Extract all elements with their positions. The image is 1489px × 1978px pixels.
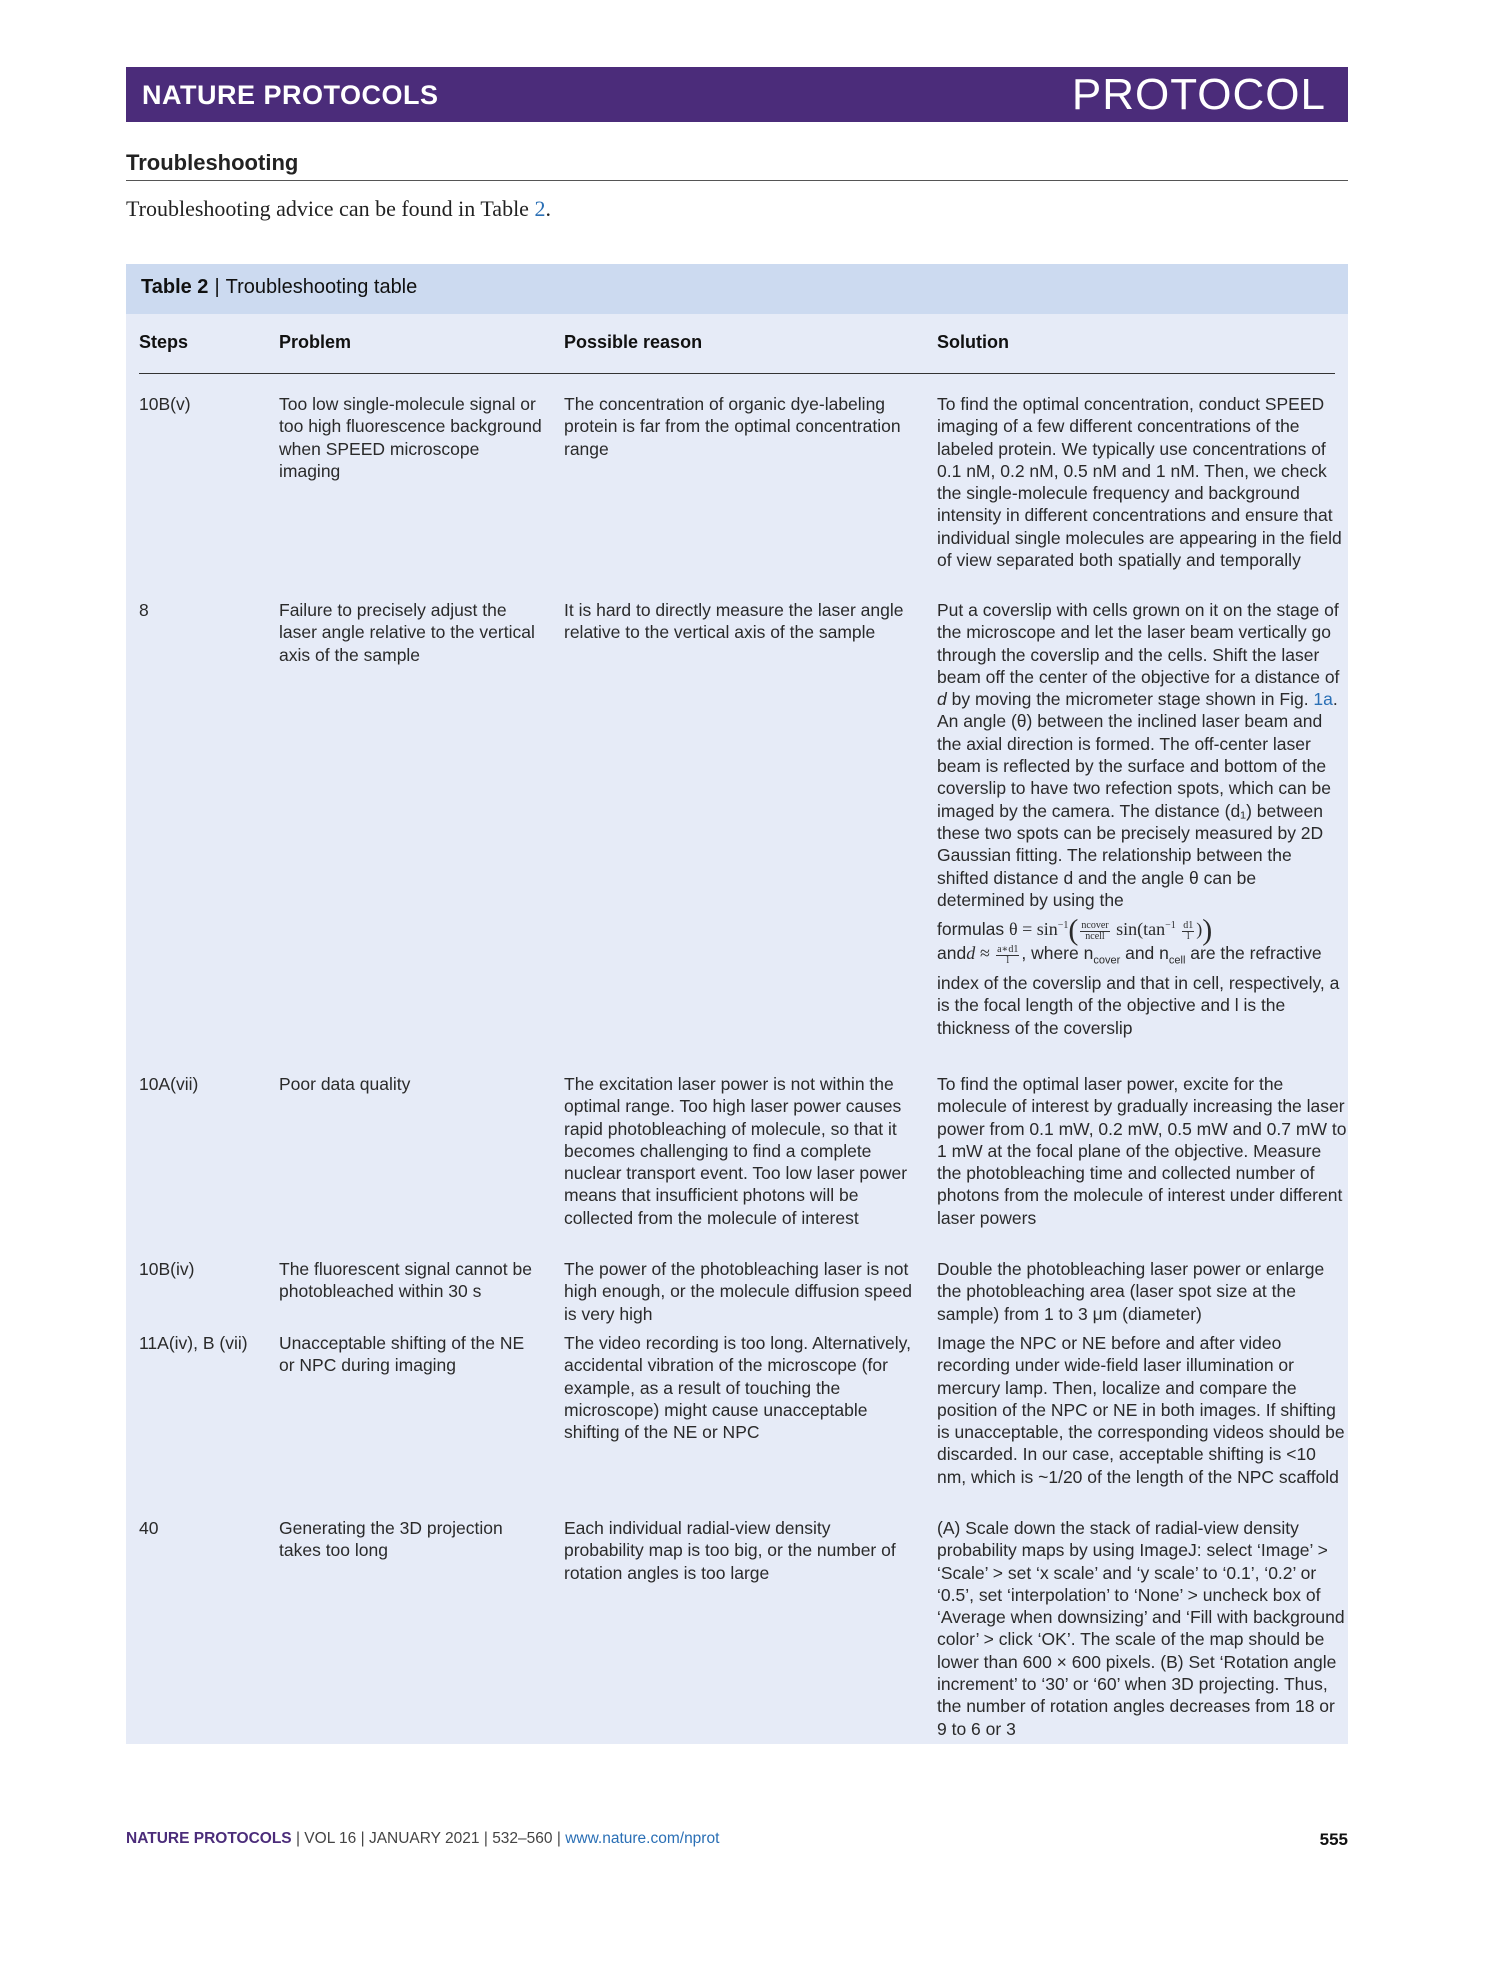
- frac-den2: l: [1186, 930, 1190, 942]
- formula-d: [937, 942, 1347, 1039]
- cell-solution: [937, 599, 1347, 1039]
- section-title: Troubleshooting: [126, 150, 299, 175]
- col-header-problem: Problem: [279, 332, 352, 352]
- cell-solution: To find the optimal concentration, conduct SPEED imaging of a few different concentrations of the labeled protein. We typically use concentrations of 0.1 nM, 0.2 nM, 0.5 nM and 1 nM. Then, we check the single-molecule frequency and background intensity in different concentrations and ensure that individual single molecules are appearing in the field of view separated both spatially and temporally: [937, 394, 1342, 571]
- table-header: [139, 314, 1335, 374]
- formula-and: and: [937, 943, 967, 964]
- troubleshooting-table: [126, 264, 1348, 1744]
- cell-solution: Image the NPC or NE before and after video recording under wide-field laser illumination or mercury lamp. Then, localize and compare the position of the NPC or NE in both images. If shifting is unacceptable, the corresponding videos should be discarded. In our case, acceptable shifting is <10 nm, which is ~1/20 of the length of the NPC scaffold: [937, 1333, 1345, 1487]
- paren-close: ): [1202, 913, 1213, 947]
- cell-problem: Failure to precisely adjust the laser angle relative to the vertical axis of the sample: [279, 600, 535, 665]
- frac-den3: l: [1006, 954, 1010, 966]
- footer-date: JANUARY 2021: [368, 1830, 480, 1847]
- frac-ad: [996, 945, 1019, 966]
- journal-name: NATURE PROTOCOLS: [142, 80, 439, 110]
- cell-step: 10B(v): [139, 394, 191, 414]
- cell-reason: Each individual radial-view density probability map is too big, or the number of rotation angles is too large: [564, 1518, 896, 1583]
- table-title: Troubleshooting table: [225, 276, 418, 298]
- table-row: [139, 1073, 1347, 1258]
- caption-separator: |: [214, 276, 220, 298]
- table-label: Table 2: [141, 276, 209, 298]
- frac-num: ncover: [1081, 919, 1109, 931]
- cell-reason: It is hard to directly measure the laser angle relative to the vertical axis of the sample: [564, 600, 904, 643]
- formula-label: formulas: [937, 919, 1009, 940]
- cell-solution: To find the optimal laser power, excite for the molecule of interest by gradually increasing the laser power from 0.1 mW, 0.2 mW, 0.5 mW and 0.7 mW to 1 mW at the focal plane of the objective. Measure the photobleaching time and collected number of photons from the molecule of interest under different laser powers: [937, 1074, 1347, 1228]
- cell-step: 10B(iv): [139, 1259, 195, 1279]
- page-number: 555: [1319, 1830, 1348, 1849]
- table-row: [139, 393, 1342, 599]
- cell-step: 8: [139, 600, 149, 620]
- footer-sep: |: [360, 1830, 365, 1847]
- intro-text: Troubleshooting advice can be found in Table: [126, 196, 535, 221]
- cell-reason: The excitation laser power is not within the optimal range. Too high laser power causes rapid photobleaching of molecule, so that it becomes challenging to find a complete nuclear transport event. Too low laser power means that insufficient photons will be collected from the molecule of interest: [564, 1074, 908, 1228]
- footer-journal: NATURE PROTOCOLS: [126, 1830, 292, 1847]
- frac-den: ncell: [1085, 930, 1105, 942]
- var-d: d: [937, 689, 947, 710]
- table-2-link[interactable]: 2: [534, 196, 546, 221]
- sub-cover: cover: [1093, 954, 1121, 967]
- formula2: [966, 943, 1021, 966]
- cell-step: 11A(iv), B (vii): [139, 1333, 248, 1353]
- section-divider: [126, 180, 1348, 181]
- formula-tan: tan: [1143, 919, 1166, 940]
- cell-problem: The fluorescent signal cannot be photobleached within 30 s: [279, 1259, 532, 1302]
- cell-step: 10A(vii): [139, 1074, 199, 1094]
- sub-cell: cell: [1168, 954, 1186, 967]
- intro-paragraph: [126, 196, 551, 222]
- article-type: PROTOCOL: [1071, 70, 1326, 119]
- footer-sep: |: [556, 1830, 561, 1847]
- cell-problem: Poor data quality: [279, 1074, 411, 1094]
- table-row: [139, 1517, 1345, 1747]
- footer-pages: 532–560: [492, 1830, 553, 1847]
- cell-problem: Generating the 3D projection takes too long: [279, 1518, 503, 1561]
- frac-num2: d1: [1183, 919, 1194, 931]
- formula-sin2: sin: [1111, 919, 1138, 940]
- col-header-reason: Possible reason: [564, 332, 703, 352]
- cell-reason: The concentration of organic dye-labeling protein is far from the optimal concentration range: [564, 394, 901, 459]
- cell-reason: The power of the photobleaching laser is not high enough, or the molecule diffusion speed is very high: [564, 1259, 912, 1324]
- intro-suffix: .: [545, 196, 551, 221]
- figure-1a-link[interactable]: 1a: [1313, 689, 1333, 710]
- cell-problem: Too low single-molecule signal or too high fluorescence background when SPEED microscope imaging: [279, 394, 542, 481]
- paren-open: (: [1068, 913, 1079, 947]
- footer-volume: VOL 16: [304, 1830, 357, 1847]
- cell-problem: Unacceptable shifting of the NE or NPC during imaging: [279, 1333, 525, 1376]
- frac-n: [1080, 921, 1109, 942]
- table-row: [139, 1332, 1345, 1517]
- solution-text-b: by moving the micrometer stage shown in Fig.: [946, 689, 1314, 710]
- solution-and-n: and n: [1120, 943, 1169, 964]
- page-footer: [126, 1830, 1348, 1848]
- cell-step: 40: [139, 1518, 159, 1538]
- solution-text-e: are the refractive index of the coverslip and that in cell, respectively, a is the focal length of the objective and l is the thickness of the coverslip: [937, 943, 1340, 1038]
- footer-sep: |: [295, 1830, 300, 1847]
- formula-theta: [937, 913, 1347, 947]
- formula-sin: θ = sin: [1008, 919, 1058, 940]
- cell-solution: (A) Scale down the stack of radial-view density probability maps by using ImageJ: select ‘Image’ > ‘Scale’ > set ‘x scale’ and ‘y scale’ to ‘0.1’, ‘0.2’ or ‘0.5’, set ‘interpolation’ to ‘None’ > uncheck box of ‘Average when downsizing’ and ‘Fill with background color’ > click ‘OK’. The scale of the map should be lower than 600 × 600 pixels. (B) Set ‘Rotation angle increment’ to ‘30’ or ‘60’ when 3D projecting. Thus, the number of rotation angles decreases from 18 or 9 to 6 or 3: [937, 1518, 1345, 1739]
- table-row: [139, 1258, 1335, 1332]
- formula-inverse: −1: [1057, 920, 1069, 932]
- journal-banner: [126, 67, 1348, 122]
- cell-reason: The video recording is too long. Alternatively, accidental vibration of the microscope (for example, as a result of touching the microscope) might cause unacceptable shifting of the NE or NPC: [564, 1333, 911, 1443]
- solution-text-c: . An angle (θ) between the inclined laser beam and the axial direction is formed. The off-center laser beam is reflected by the surface and bottom of the coverslip to have two refection spots, which can be imaged by the camera. The distance (d₁) between these two spots can be precisely measured by 2D Gaussian fitting. The relationship between the shifted distance d and the angle θ can be determined by using the: [937, 689, 1338, 910]
- formula-inverse2: −1: [1165, 920, 1176, 932]
- formula2-lhs: d ≈: [966, 943, 995, 964]
- formula-lhs: $\theta = \sin^{-1}$( $\frac{\text{ncover}}{\text{ncell}}$ $\sin(\tan^{-1}$ $\frac{d1}{l}$ )): [1008, 913, 1213, 947]
- solution-text-a: Put a coverslip with cells grown on it on the stage of the microscope and let the laser beam vertically go through the coverslip and the cells. Shift the laser beam off the center of the objective for a distance of: [937, 600, 1340, 687]
- frac-d: [1182, 921, 1194, 942]
- table-caption: [126, 264, 1348, 314]
- footer-sep: |: [483, 1830, 488, 1847]
- col-header-solution: Solution: [937, 332, 1009, 352]
- solution-text-d: , where n: [1021, 943, 1094, 964]
- col-header-steps: Steps: [139, 332, 189, 352]
- cell-solution: Double the photobleaching laser power or enlarge the photobleaching area (laser spot size at the sample) from 1 to 3 μm (diameter): [937, 1259, 1325, 1324]
- frac-num3: a∗d1: [997, 943, 1019, 955]
- table-row: [139, 599, 1340, 1073]
- footer-url-link[interactable]: www.nature.com/nprot: [565, 1830, 720, 1847]
